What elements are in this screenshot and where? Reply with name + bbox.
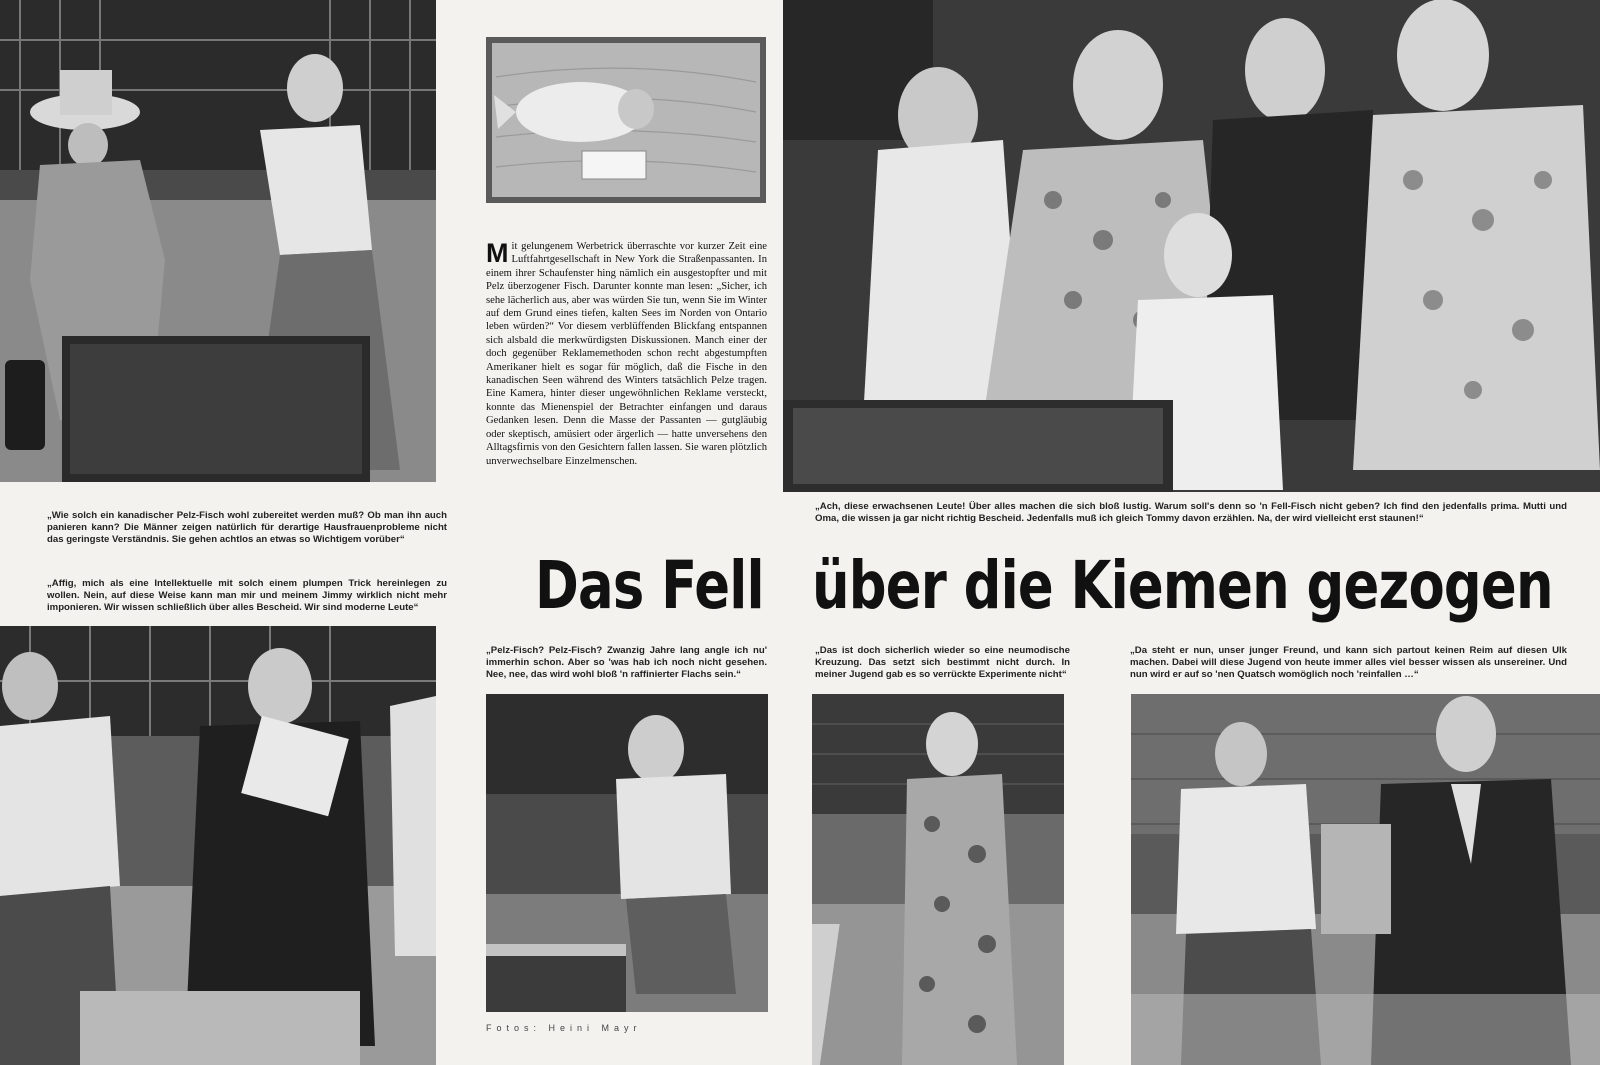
photo-grandmother xyxy=(812,694,1064,1065)
caption-top-right: „Ach, diese erwachsenen Leute! Über alles machen die sich bloß lustig. Warum soll's denn so 'n Fell-Fisch nicht geben? Ich find den jedenfalls prima. Mutti und Oma, die wissen ja gar nicht richtig Bescheid. Jedenfalls muß ich gleich Tommy davon erzählen. Na, der wird vielleicht erst staunen!“ xyxy=(815,501,1567,524)
article-body xyxy=(486,240,767,468)
photo-young-and-old-man xyxy=(1131,694,1600,1065)
caption-top-left: „Wie solch ein kanadischer Pelz-Fisch wohl zubereitet werden muß? Ob man ihn auch panieren kann? Die Männer zeigen natürlich für derartige Hausfrauenprobleme nicht das geringste Verständnis. Sie gehen achtlos an etwas so Wichtigem vorüber“ xyxy=(47,510,447,545)
photo-credit: Fotos: Heini Mayr xyxy=(486,1023,642,1033)
photo-bald-man-bending xyxy=(486,694,768,1012)
caption-bottom-mid: „Das ist doch sicherlich wieder so eine neumodische Kreuzung. Das setzt sich bestimmt nicht durch. In meiner Jugend gab es so verrückte Experimente nicht“ xyxy=(815,645,1070,680)
caption-bottom-center: „Pelz-Fisch? Pelz-Fisch? Zwanzig Jahre lang angle ich nu' immerhin schon. Aber so 'was hab ich noch nicht gesehen. Nee, nee, das wird wohl bloß 'n raffinierter Flachs sein.“ xyxy=(486,645,767,680)
photo-family-group xyxy=(783,0,1600,492)
headline-part-2: über die Kiemen gezogen xyxy=(812,547,1553,624)
article-text: it gelungenem Werbetrick überraschte vor kurzer Zeit eine Luftfahrtgesellschaft in New York die Straßenpassanten. In einem ihrer Schaufenster hing nämlich ein ausgestopfter und mit Pelz überzogener Fisch. Darunter konnte man lesen: „Sicher, ich sehe lächerlich aus, aber was würden Sie tun, wenn Sie im Winter auf dem Grund eines tiefen, kalten Sees im Norden von Ontario leben würden?“ Vor diesem verblüffenden Blickfang entspannen sich alsbald die merkwürdigsten Diskussionen. Manch einer der doch gegenüber Reklamemethoden schon recht abgestumpften Amerikaner hielt es sogar für möglich, daß die Fische in den kanadischen Seen während des Winters tatsächlich Pelze tragen. Eine Kamera, hinter dieser ungewöhnlichen Reklame versteckt, konnte das Mienenspiel der Betrachter einfangen und daraus Gedanken lesen. Denn die Masse der Passanten — gutgläubig oder skeptisch, amüsiert oder ärgerlich — hatte unversehens den Alltagsfirnis von den Gesichtern fallen lassen. Sie waren plötzlich unverwechselbare Einzelmenschen. xyxy=(486,241,767,467)
photo-woman-hat-man-walking xyxy=(0,0,436,482)
photo-fur-fish-display xyxy=(486,37,766,203)
drop-cap: M xyxy=(486,238,509,268)
caption-bottom-right: „Da steht er nun, unser junger Freund, und kann sich partout keinen Reim auf diesen Ulk machen. Dabei will diese Jugend von heute immer alles viel besser wissen als unsereiner. Und nun wird er auf so 'nen Quatsch womöglich noch 'reinfallen …“ xyxy=(1130,645,1567,680)
photo-intellectual-couple xyxy=(0,626,436,1065)
caption-mid-left: „Affig, mich als eine Intellektuelle mit solch einem plumpen Trick hereinlegen zu wollen. Nein, auf diese Weise kann man mir und meinem Jimmy wirklich nicht mehr imponieren. Wir wissen schließlich über alles Bescheid. Wir sind moderne Leute“ xyxy=(47,578,447,613)
headline-part-1: Das Fell xyxy=(535,547,764,624)
